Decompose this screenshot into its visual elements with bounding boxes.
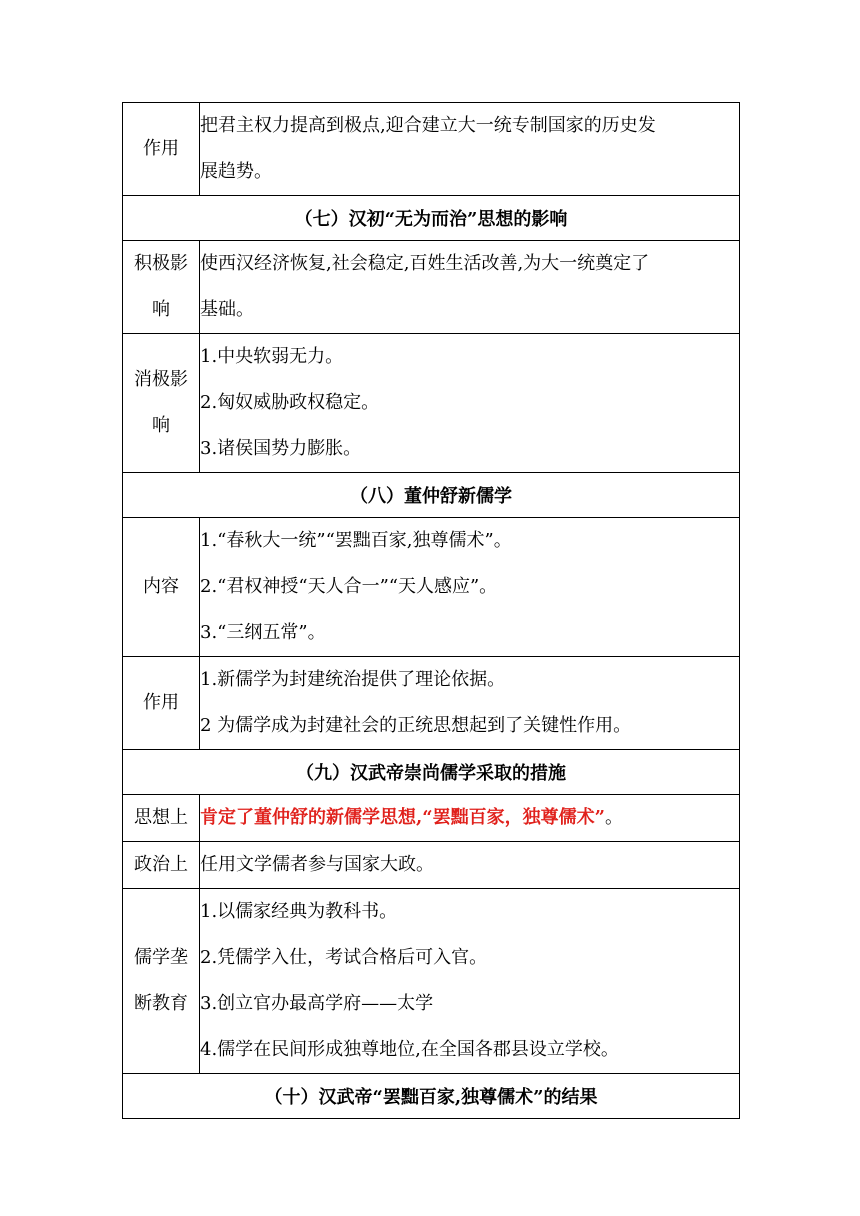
- section-heading: （八）董仲舒新儒学: [123, 473, 740, 518]
- content-line: 1.中央软弱无力。: [200, 346, 344, 367]
- table-row: [123, 795, 740, 842]
- row-label-text: 消极影: [134, 369, 188, 390]
- row-label-text: 作用: [143, 138, 179, 159]
- content-line: 1.“春秋大一统”“罢黜百家,独尊儒术”。: [200, 530, 512, 551]
- table-row: [123, 657, 740, 750]
- content-line: 展趋势。: [200, 161, 272, 182]
- row-label: [123, 889, 200, 1074]
- row-label: [123, 334, 200, 473]
- table-row: [123, 334, 740, 473]
- row-label-text: 积极影: [134, 253, 188, 274]
- table-row: [123, 842, 740, 889]
- content-line: 2.“君权神授“天人合一”“天人感应”。: [200, 576, 498, 597]
- row-content: [200, 518, 740, 657]
- row-content: [200, 889, 740, 1074]
- row-content: [200, 657, 740, 750]
- section-heading-row: [123, 750, 740, 795]
- content-line: 3.诸侯国势力膨胀。: [200, 438, 362, 459]
- content-line: 使西汉经济恢复,社会稳定,百姓生活改善,为大一统奠定了: [200, 253, 650, 274]
- content-line: 2.匈奴威胁政权稳定。: [200, 392, 380, 413]
- content-line: 任用文学儒者参与国家大政。: [200, 854, 434, 875]
- content-line: 1.新儒学为封建统治提供了理论依据。: [200, 669, 506, 690]
- table-row: [123, 889, 740, 1074]
- sentence-period: 。: [604, 807, 623, 828]
- row-label-text: 断教育: [134, 993, 188, 1014]
- row-label: [123, 657, 200, 750]
- emphasized-text: 肯定了董仲舒的新儒学思想,“罢黜百家，独尊儒术”: [200, 807, 605, 828]
- row-label-text: 作用: [143, 692, 179, 713]
- row-content: [200, 795, 740, 842]
- content-line: 3.“三纲五常”。: [200, 622, 326, 643]
- row-label: [123, 241, 200, 334]
- section-heading: （七）汉初“无为而治”思想的影响: [123, 196, 740, 241]
- section-heading-row: [123, 1074, 740, 1119]
- row-label-text: 响: [152, 415, 170, 436]
- row-content: [200, 103, 740, 196]
- content-line: 4.儒学在民间形成独尊地位,在全国各郡县设立学校。: [200, 1039, 619, 1060]
- row-content: [200, 334, 740, 473]
- row-label: [123, 518, 200, 657]
- content-line: 2 为儒学成为封建社会的正统思想起到了关键性作用。: [200, 715, 632, 736]
- table-row: [123, 241, 740, 334]
- section-heading-row: [123, 196, 740, 241]
- content-line: 1.以儒家经典为教科书。: [200, 901, 398, 922]
- row-label-text: 儒学垄: [134, 947, 188, 968]
- content-line: 2.凭儒学入仕，考试合格后可入官。: [200, 947, 488, 968]
- row-content: [200, 241, 740, 334]
- row-label-text: 内容: [143, 576, 179, 597]
- row-label-text: 思想上: [134, 807, 188, 828]
- content-line: 3.创立官办最高学府——太学: [200, 993, 434, 1014]
- content-line: [200, 795, 739, 841]
- row-label: [123, 103, 200, 196]
- row-label: [123, 795, 200, 842]
- row-label-text: 响: [152, 299, 170, 320]
- table-row: [123, 518, 740, 657]
- section-heading: （九）汉武帝崇尚儒学采取的措施: [123, 750, 740, 795]
- content-line: 基础。: [200, 299, 254, 320]
- row-content: [200, 842, 740, 889]
- content-line: 把君主权力提高到极点,迎合建立大一统专制国家的历史发: [200, 115, 656, 136]
- row-label-text: 政治上: [134, 854, 188, 875]
- content-table: [122, 102, 740, 1119]
- row-label: [123, 842, 200, 889]
- section-heading-row: [123, 473, 740, 518]
- section-heading: （十）汉武帝“罢黜百家,独尊儒术”的结果: [123, 1074, 740, 1119]
- table-row: [123, 103, 740, 196]
